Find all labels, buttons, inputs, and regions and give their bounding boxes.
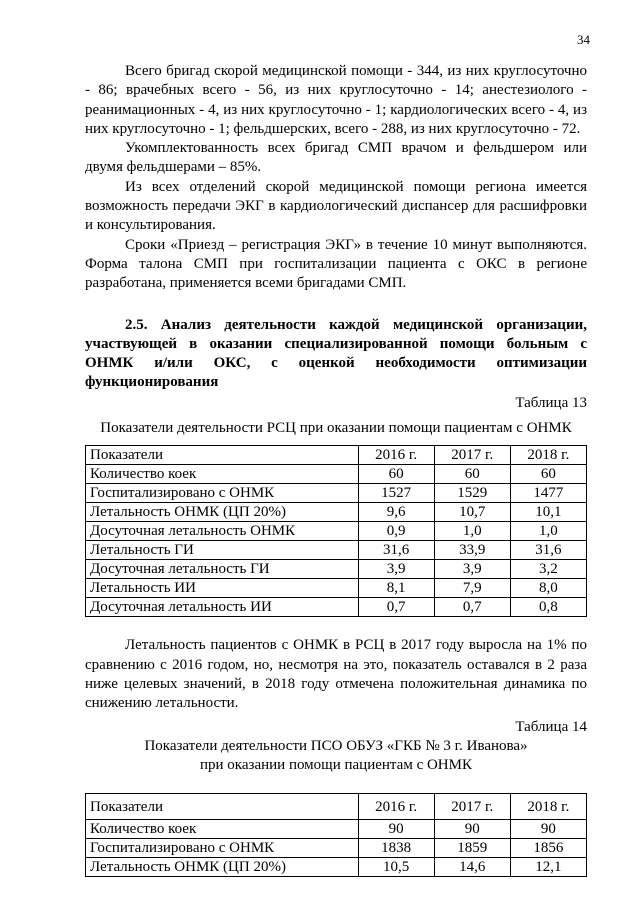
cell-2016: 0,7 bbox=[358, 598, 434, 617]
cell-2016: 60 bbox=[358, 465, 434, 484]
cell-2018: 1477 bbox=[510, 484, 586, 503]
cell-2018: 8,0 bbox=[510, 579, 586, 598]
table-row bbox=[86, 820, 587, 839]
cell-2017: 1,0 bbox=[434, 522, 510, 541]
row-label: Досуточная летальность ИИ bbox=[86, 598, 359, 617]
cell-2017: 1859 bbox=[434, 839, 510, 858]
row-label: Досуточная летальность ОНМК bbox=[86, 522, 359, 541]
header-year-2016: 2016 г. bbox=[358, 446, 434, 465]
table14-label: Таблица 14 bbox=[515, 718, 587, 735]
cell-2017: 90 bbox=[434, 820, 510, 839]
table-header-row bbox=[86, 446, 587, 465]
row-label: Количество коек bbox=[86, 820, 359, 839]
cell-2016: 1527 bbox=[358, 484, 434, 503]
paragraph-ecg-timing: Сроки «Приезд – регистрация ЭКГ» в течение 10 минут выполняются. Форма талона СМП при госпитализации пациента с ОКС в регионе разработана, применяется всеми бригадами СМП. bbox=[85, 236, 587, 292]
table14 bbox=[85, 793, 587, 877]
cell-2016: 0,9 bbox=[358, 522, 434, 541]
table14-caption-line1: Показатели деятельности ПСО ОБУЗ «ГКБ № 3 г. Иванова» bbox=[144, 737, 528, 754]
cell-2017: 3,9 bbox=[434, 560, 510, 579]
header-indicator: Показатели bbox=[86, 794, 359, 820]
cell-2017: 10,7 bbox=[434, 503, 510, 522]
header-year-2017: 2017 г. bbox=[434, 794, 510, 820]
cell-2018: 3,2 bbox=[510, 560, 586, 579]
table13 bbox=[85, 445, 587, 617]
row-label: Госпитализировано с ОНМК bbox=[86, 484, 359, 503]
cell-2018: 0,8 bbox=[510, 598, 586, 617]
header-year-2016: 2016 г. bbox=[358, 794, 434, 820]
cell-2017: 7,9 bbox=[434, 579, 510, 598]
paragraph-staffing: Укомплектованность всех бригад СМП врачом и фельдшером или двумя фельдшерами – 85%. bbox=[85, 140, 587, 176]
row-label: Летальность ИИ bbox=[86, 579, 359, 598]
table14-caption-line2: при оказании помощи пациентам с ОНМК bbox=[200, 757, 472, 774]
row-label: Досуточная летальность ГИ bbox=[86, 560, 359, 579]
cell-2016: 10,5 bbox=[358, 858, 434, 877]
paragraph-mortality-analysis: Летальность пациентов с ОНМК в РСЦ в 2017 году выросла на 1% по сравнению с 2016 годом, но, несмотря на это, показатель оставался в 2 раза ниже целевых значений, в 2018 году отмечена положительная динамика по снижению летальности. bbox=[85, 637, 587, 712]
header-year-2017: 2017 г. bbox=[434, 446, 510, 465]
cell-2018: 60 bbox=[510, 465, 586, 484]
table-row bbox=[86, 598, 587, 617]
cell-2016: 8,1 bbox=[358, 579, 434, 598]
cell-2017: 14,6 bbox=[434, 858, 510, 877]
page-content bbox=[85, 62, 587, 877]
table-row bbox=[86, 560, 587, 579]
row-label: Летальность ГИ bbox=[86, 541, 359, 560]
row-label: Госпитализировано с ОНМК bbox=[86, 839, 359, 858]
paragraph-ecg-transfer: Из всех отделений скорой медицинской помощи региона имеется возможность передачи ЭКГ в кардиологический диспансер для расшифровки и консультирования. bbox=[85, 178, 587, 234]
cell-2016: 9,6 bbox=[358, 503, 434, 522]
table-header-row bbox=[86, 794, 587, 820]
cell-2017: 1529 bbox=[434, 484, 510, 503]
table-row bbox=[86, 858, 587, 877]
table13-caption: Показатели деятельности РСЦ при оказании помощи пациентам с ОНМК bbox=[100, 420, 572, 437]
cell-2017: 60 bbox=[434, 465, 510, 484]
cell-2018: 31,6 bbox=[510, 541, 586, 560]
table-row bbox=[86, 839, 587, 858]
table-row bbox=[86, 522, 587, 541]
section-heading: 2.5. Анализ деятельности каждой медицинской организации, участвующей в оказании специализированной помощи больным с ОНМК и/или ОКС, с оценкой необходимости оптимизации функционирования bbox=[85, 316, 587, 391]
cell-2018: 1,0 bbox=[510, 522, 586, 541]
row-label: Количество коек bbox=[86, 465, 359, 484]
cell-2018: 90 bbox=[510, 820, 586, 839]
cell-2016: 90 bbox=[358, 820, 434, 839]
table-row bbox=[86, 465, 587, 484]
cell-2018: 1856 bbox=[510, 839, 586, 858]
cell-2018: 12,1 bbox=[510, 858, 586, 877]
table13-label: Таблица 13 bbox=[515, 394, 587, 411]
cell-2017: 33,9 bbox=[434, 541, 510, 560]
cell-2016: 1838 bbox=[358, 839, 434, 858]
table-row bbox=[86, 579, 587, 598]
cell-2016: 31,6 bbox=[358, 541, 434, 560]
table-row bbox=[86, 541, 587, 560]
header-indicator: Показатели bbox=[86, 446, 359, 465]
row-label: Летальность ОНМК (ЦП 20%) bbox=[86, 858, 359, 877]
cell-2017: 0,7 bbox=[434, 598, 510, 617]
header-year-2018: 2018 г. bbox=[510, 446, 586, 465]
cell-2018: 10,1 bbox=[510, 503, 586, 522]
row-label: Летальность ОНМК (ЦП 20%) bbox=[86, 503, 359, 522]
table-row bbox=[86, 484, 587, 503]
paragraph-brigades: Всего бригад скорой медицинской помощи - 344, из них круглосуточно - 86; врачебных всего - 56, из них круглосуточно - 14; анестезиолого - реанимационных - 4, из них круглосуточно - 1; кардиологических всего - 4, из них круглосуточно - 1; фельдшерских, всего - 288, из них круглосуточно - 72. bbox=[85, 63, 587, 137]
cell-2016: 3,9 bbox=[358, 560, 434, 579]
header-year-2018: 2018 г. bbox=[510, 794, 586, 820]
page-number: 34 bbox=[577, 32, 590, 47]
table-row bbox=[86, 503, 587, 522]
